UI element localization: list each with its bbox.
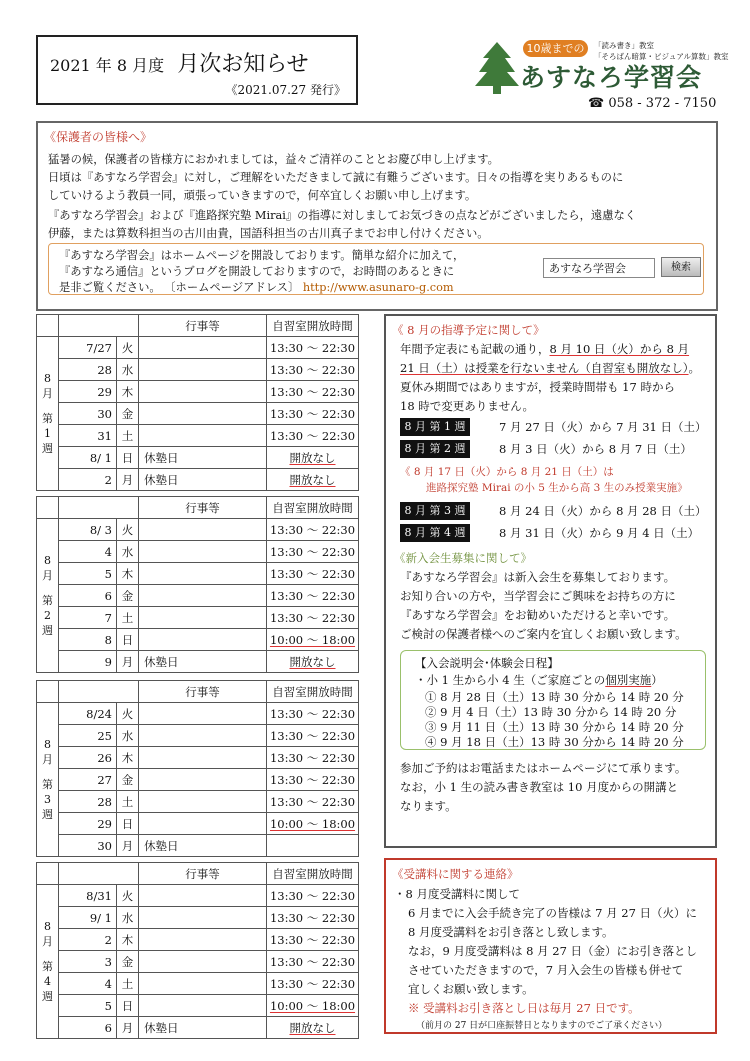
hours-value: 13:30 ～ 22:30 bbox=[269, 544, 356, 559]
week-range: 8 月 24 日（火）から 8 月 28 日（土） bbox=[499, 504, 707, 518]
hours-cell bbox=[267, 791, 359, 813]
day-cell: 火 bbox=[117, 519, 139, 541]
header-hours: 自習室開放時間 bbox=[267, 497, 359, 519]
date-cell: 28 bbox=[59, 359, 117, 381]
homepage-address-label: 是非ご覧ください。 〔ホームページアドレス〕 bbox=[59, 281, 300, 294]
week-range: 7 月 27 日（火）から 7 月 31 日（土） bbox=[499, 420, 707, 434]
week-label-char bbox=[37, 401, 58, 411]
week-label-char: 第 bbox=[42, 412, 53, 425]
date-cell: 4 bbox=[59, 541, 117, 563]
day-cell: 月 bbox=[117, 1017, 139, 1039]
table-row bbox=[37, 703, 359, 725]
august-note: 進路探究塾 Mirai の小 5 生から高 3 生のみ授業実施》 bbox=[426, 482, 688, 494]
week-label: 8 月 第 2 週 bbox=[400, 440, 470, 458]
hours-cell bbox=[267, 907, 359, 929]
homepage-line: 『あすなろ通信』というブログを開設しておりますので，お時間のあるときに bbox=[59, 265, 455, 278]
homepage-line: 『あすなろ学習会』はホームページを開設しております。簡単な紹介に加えて， bbox=[59, 249, 465, 262]
event-cell: 休塾日 bbox=[139, 1017, 267, 1039]
recruit-heading: 《新入会生募集に関して》 bbox=[394, 551, 532, 565]
hours-value: 13:30 ～ 22:30 bbox=[269, 932, 356, 947]
phone-number: ☎ 058 - 372 - 7150 bbox=[588, 96, 717, 111]
fees-box bbox=[384, 858, 717, 1034]
event-cell bbox=[139, 995, 267, 1017]
info-item: ① 8 月 28 日（土）13 時 30 分から 14 時 20 分 bbox=[425, 690, 684, 704]
date-cell: 8/24 bbox=[59, 703, 117, 725]
august-text: 。 bbox=[688, 361, 701, 375]
logo-badge: 10歳までの bbox=[523, 40, 588, 57]
table-row bbox=[37, 747, 359, 769]
event-cell bbox=[139, 519, 267, 541]
august-paragraph bbox=[400, 341, 689, 357]
date-cell: 4 bbox=[59, 973, 117, 995]
date-cell: 5 bbox=[59, 995, 117, 1017]
day-cell: 日 bbox=[117, 995, 139, 1017]
hours-cell bbox=[267, 747, 359, 769]
week-label-char: 週 bbox=[42, 990, 53, 1003]
hours-value: 開放なし bbox=[289, 1020, 336, 1035]
week-label-char: 月 bbox=[42, 753, 53, 766]
event-cell: 休塾日 bbox=[139, 835, 267, 857]
day-cell: 金 bbox=[117, 769, 139, 791]
day-cell: 金 bbox=[117, 951, 139, 973]
hours-value: 13:30 ～ 22:30 bbox=[269, 406, 356, 421]
date-cell: 8/31 bbox=[59, 885, 117, 907]
recruit-text: 『あすなろ学習会』をお勧めいただけると幸いです。 bbox=[400, 608, 676, 622]
greeting-line: していけるよう教員一同，頑張っていきますので，何卒宜しくお願い申し上げます。 bbox=[48, 189, 477, 202]
fees-text: ・8 月度受講料に関して bbox=[394, 887, 520, 901]
august-text: 夏休み期間ではありますが，授業時間帯も 17 時から bbox=[400, 380, 675, 394]
week-label bbox=[37, 519, 59, 673]
event-cell bbox=[139, 359, 267, 381]
greeting-heading: 《保護者の皆様へ》 bbox=[44, 130, 153, 144]
event-cell bbox=[139, 541, 267, 563]
august-paragraph bbox=[400, 360, 700, 376]
hours-value: 13:30 ～ 22:30 bbox=[269, 428, 356, 443]
week-label-char bbox=[37, 583, 58, 593]
search-button[interactable]: 検索 bbox=[661, 257, 701, 277]
day-cell: 金 bbox=[117, 585, 139, 607]
header-hours: 自習室開放時間 bbox=[267, 681, 359, 703]
table-row bbox=[37, 791, 359, 813]
event-cell bbox=[139, 929, 267, 951]
table-header-row bbox=[37, 497, 359, 519]
hours-value: 13:30 ～ 22:30 bbox=[269, 772, 356, 787]
hours-value: 13:30 ～ 22:30 bbox=[269, 522, 356, 537]
table-row bbox=[37, 651, 359, 673]
event-cell bbox=[139, 585, 267, 607]
table-row bbox=[37, 541, 359, 563]
date-cell: 5 bbox=[59, 563, 117, 585]
hours-cell bbox=[267, 1017, 359, 1039]
fees-text: なお，9 月度受講料は 8 月 27 日（金）にお引き落とし bbox=[408, 944, 698, 958]
event-cell bbox=[139, 907, 267, 929]
fees-text: 6 月までに入会手続き完了の皆様は 7 月 27 日（火）に bbox=[408, 906, 698, 920]
table-row bbox=[37, 1017, 359, 1039]
hours-cell bbox=[267, 929, 359, 951]
day-cell: 水 bbox=[117, 725, 139, 747]
week-schedule-table bbox=[36, 862, 359, 1039]
hours-value: 13:30 ～ 22:30 bbox=[269, 362, 356, 377]
date-cell: 7/27 bbox=[59, 337, 117, 359]
hours-value: 13:30 ～ 22:30 bbox=[269, 954, 356, 969]
table-row bbox=[37, 337, 359, 359]
date-cell: 31 bbox=[59, 425, 117, 447]
date-cell: 30 bbox=[59, 835, 117, 857]
homepage-line bbox=[59, 279, 454, 295]
event-cell: 休塾日 bbox=[139, 651, 267, 673]
day-cell: 水 bbox=[117, 907, 139, 929]
fees-text: 8 月度受講料をお引き落とし致します。 bbox=[408, 925, 614, 939]
hours-value: 13:30 ～ 22:30 bbox=[269, 340, 356, 355]
hours-value: 13:30 ～ 22:30 bbox=[269, 910, 356, 925]
day-cell: 土 bbox=[117, 425, 139, 447]
august-heading: 《 8 月の指導予定に関して》 bbox=[392, 323, 545, 337]
august-schedule-box bbox=[384, 314, 717, 848]
week-label-char: 8 bbox=[44, 372, 51, 385]
table-row bbox=[37, 469, 359, 491]
event-cell bbox=[139, 951, 267, 973]
august-text: 18 時で変更ありません。 bbox=[400, 399, 534, 413]
hours-cell bbox=[267, 629, 359, 651]
day-cell: 火 bbox=[117, 885, 139, 907]
hours-value: 13:30 ～ 22:30 bbox=[269, 588, 356, 603]
august-underlined-text: 21 日（土）は授業を行ないません（自習室も開放なし） bbox=[400, 361, 689, 375]
table-row bbox=[37, 813, 359, 835]
homepage-box bbox=[48, 243, 704, 295]
date-cell: 7 bbox=[59, 607, 117, 629]
header-hours: 自習室開放時間 bbox=[267, 315, 359, 337]
event-cell bbox=[139, 381, 267, 403]
event-cell bbox=[139, 791, 267, 813]
hours-cell bbox=[267, 447, 359, 469]
table-row bbox=[37, 447, 359, 469]
table-row bbox=[37, 359, 359, 381]
table-row bbox=[37, 995, 359, 1017]
table-row bbox=[37, 381, 359, 403]
day-cell: 土 bbox=[117, 607, 139, 629]
event-cell bbox=[139, 337, 267, 359]
week-label-char: 月 bbox=[42, 387, 53, 400]
table-row bbox=[37, 973, 359, 995]
logo-name: あすなろ学習会 bbox=[520, 63, 703, 92]
week-label-char bbox=[37, 949, 58, 959]
day-cell: 火 bbox=[117, 703, 139, 725]
hours-value: 開放なし bbox=[289, 654, 336, 669]
hours-value: 13:30 ～ 22:30 bbox=[269, 976, 356, 991]
event-cell bbox=[139, 563, 267, 585]
date-cell: 9/ 1 bbox=[59, 907, 117, 929]
week-label-char: 第 bbox=[42, 960, 53, 973]
greeting-line: 日頃は『あすなろ学習会』に対し，ご理解をいただきまして誠に有難うございます。日々の指導を実りあるものに bbox=[48, 171, 624, 184]
day-cell: 木 bbox=[117, 929, 139, 951]
hours-value: 10:00 ～ 18:00 bbox=[269, 998, 356, 1013]
hours-cell bbox=[267, 725, 359, 747]
week-label-char: 週 bbox=[42, 442, 53, 455]
hours-value: 13:30 ～ 22:30 bbox=[269, 794, 356, 809]
hours-cell bbox=[267, 425, 359, 447]
info-subtitle-text: ・小 1 生から小 4 生（ご家庭ごとの bbox=[415, 673, 606, 687]
week-label-char: 8 bbox=[44, 738, 51, 751]
hours-value: 13:30 ～ 22:30 bbox=[269, 706, 356, 721]
week-label: 8 月 第 1 週 bbox=[400, 418, 470, 436]
date-cell: 6 bbox=[59, 585, 117, 607]
hours-cell bbox=[267, 381, 359, 403]
hours-cell bbox=[267, 703, 359, 725]
day-cell: 月 bbox=[117, 835, 139, 857]
august-text: 年間予定表にも記載の通り， bbox=[400, 342, 550, 356]
day-cell: 木 bbox=[117, 381, 139, 403]
date-cell: 28 bbox=[59, 791, 117, 813]
hours-cell bbox=[267, 563, 359, 585]
info-subtitle-text: ） bbox=[651, 673, 663, 687]
table-row bbox=[37, 725, 359, 747]
hours-cell bbox=[267, 359, 359, 381]
table-row bbox=[37, 929, 359, 951]
recruit-text: なります。 bbox=[400, 799, 457, 813]
week-label bbox=[37, 703, 59, 857]
week-label-char: 月 bbox=[42, 569, 53, 582]
week-label-char: 1 bbox=[44, 427, 51, 440]
fees-heading: 《受講料に関する連絡》 bbox=[392, 867, 519, 881]
title-box bbox=[36, 35, 358, 105]
event-cell bbox=[139, 607, 267, 629]
date-cell: 8 bbox=[59, 629, 117, 651]
date-cell: 3 bbox=[59, 951, 117, 973]
hours-cell bbox=[267, 813, 359, 835]
fees-footnote: （前月の 27 日が口座振替日となりますのでご了承ください） bbox=[416, 1021, 668, 1031]
table-header-row bbox=[37, 863, 359, 885]
week-schedule-table bbox=[36, 496, 359, 673]
event-cell bbox=[139, 885, 267, 907]
page-title bbox=[50, 47, 309, 78]
event-cell: 休塾日 bbox=[139, 447, 267, 469]
week-label-char: 月 bbox=[42, 935, 53, 948]
day-cell: 木 bbox=[117, 747, 139, 769]
fees-text: 宜しくお願い致します。 bbox=[408, 982, 534, 996]
august-note: 《 8 月 17 日（火）から 8 月 21 日（土）は bbox=[400, 466, 614, 478]
day-cell: 土 bbox=[117, 973, 139, 995]
week-label-char: 8 bbox=[44, 920, 51, 933]
homepage-url-link[interactable]: http://www.asunaro-g.com bbox=[302, 281, 454, 294]
recruit-text: なお，小 1 生の読み書き教室は 10 月度からの開講と bbox=[400, 780, 679, 794]
hours-value: 13:30 ～ 22:30 bbox=[269, 566, 356, 581]
event-cell bbox=[139, 813, 267, 835]
event-cell: 休塾日 bbox=[139, 469, 267, 491]
hours-value: 10:00 ～ 18:00 bbox=[269, 816, 356, 831]
info-subtitle bbox=[415, 672, 663, 688]
table-row bbox=[37, 585, 359, 607]
table-row bbox=[37, 563, 359, 585]
event-cell bbox=[139, 703, 267, 725]
table-header-row bbox=[37, 315, 359, 337]
recruit-text: ご検討の保護者様へのご案内を宜しくお願い致します。 bbox=[400, 627, 687, 641]
day-cell: 月 bbox=[117, 469, 139, 491]
fees-notice: ※ 受講料お引き落とし日は毎月 27 日です。 bbox=[408, 1001, 640, 1015]
event-cell bbox=[139, 973, 267, 995]
event-cell bbox=[139, 769, 267, 791]
event-cell bbox=[139, 747, 267, 769]
fees-text: させていただきますので，7 月入会生の皆様も併せて bbox=[408, 963, 684, 977]
info-subtitle-underlined: 個別実施 bbox=[605, 673, 652, 687]
hours-cell bbox=[267, 885, 359, 907]
date-cell: 29 bbox=[59, 813, 117, 835]
day-cell: 月 bbox=[117, 651, 139, 673]
table-row bbox=[37, 607, 359, 629]
greeting-line: 伊藤，または算数科担当の古川由貴，国語科担当の古川真子までお申し付けください。 bbox=[48, 227, 489, 240]
day-cell: 日 bbox=[117, 813, 139, 835]
recruit-text: お知り合いの方や，当学習会にご興味をお持ちの方に bbox=[400, 589, 676, 603]
hours-cell bbox=[267, 337, 359, 359]
hours-value: 13:30 ～ 22:30 bbox=[269, 888, 356, 903]
date-cell: 25 bbox=[59, 725, 117, 747]
logo-subtitle-1: 「読み書き」教室 bbox=[594, 41, 654, 50]
hours-cell bbox=[267, 651, 359, 673]
week-label bbox=[37, 337, 59, 491]
header-event: 行事等 bbox=[139, 497, 267, 519]
info-session-box bbox=[400, 650, 706, 750]
search-input[interactable]: あすなろ学習会 bbox=[543, 258, 655, 278]
header-event: 行事等 bbox=[139, 315, 267, 337]
hours-value: 13:30 ～ 22:30 bbox=[269, 750, 356, 765]
week-schedule-table bbox=[36, 314, 359, 491]
hours-value: 10:00 ～ 18:00 bbox=[269, 632, 356, 647]
week-label-char: 4 bbox=[44, 975, 51, 988]
issue-date: 《2021.07.27 発行》 bbox=[225, 83, 346, 97]
event-cell bbox=[139, 425, 267, 447]
day-cell: 土 bbox=[117, 791, 139, 813]
info-item: ③ 9 月 11 日（土）13 時 30 分から 14 時 20 分 bbox=[425, 720, 684, 734]
hours-value: 開放なし bbox=[289, 472, 336, 487]
week-label: 8 月 第 4 週 bbox=[400, 524, 470, 542]
hours-cell bbox=[267, 403, 359, 425]
day-cell: 日 bbox=[117, 447, 139, 469]
table-row bbox=[37, 629, 359, 651]
week-label-char: 3 bbox=[44, 793, 51, 806]
date-cell: 26 bbox=[59, 747, 117, 769]
week-label-char: 第 bbox=[42, 778, 53, 791]
title-main: 月次お知らせ bbox=[177, 52, 309, 77]
hours-cell bbox=[267, 835, 359, 857]
hours-cell bbox=[267, 585, 359, 607]
hours-cell bbox=[267, 995, 359, 1017]
hours-cell bbox=[267, 519, 359, 541]
week-label bbox=[37, 885, 59, 1039]
table-row bbox=[37, 835, 359, 857]
day-cell: 火 bbox=[117, 337, 139, 359]
august-underlined-text: 8 月 10 日（火）から 8 月 bbox=[549, 342, 690, 356]
week-label-char bbox=[37, 767, 58, 777]
event-cell bbox=[139, 629, 267, 651]
date-cell: 27 bbox=[59, 769, 117, 791]
day-cell: 水 bbox=[117, 359, 139, 381]
day-cell: 日 bbox=[117, 629, 139, 651]
date-cell: 6 bbox=[59, 1017, 117, 1039]
date-cell: 29 bbox=[59, 381, 117, 403]
week-label-char: 週 bbox=[42, 808, 53, 821]
hours-value: 13:30 ～ 22:30 bbox=[269, 728, 356, 743]
table-row bbox=[37, 907, 359, 929]
week-label: 8 月 第 3 週 bbox=[400, 502, 470, 520]
info-item: ② 9 月 4 日（土）13 時 30 分から 14 時 20 分 bbox=[425, 705, 677, 719]
day-cell: 金 bbox=[117, 403, 139, 425]
tree-logo-icon bbox=[475, 42, 519, 94]
table-row bbox=[37, 769, 359, 791]
date-cell: 8/ 3 bbox=[59, 519, 117, 541]
date-cell: 2 bbox=[59, 469, 117, 491]
table-row bbox=[37, 885, 359, 907]
greeting-box bbox=[36, 121, 718, 311]
hours-value: 13:30 ～ 22:30 bbox=[269, 610, 356, 625]
date-cell: 30 bbox=[59, 403, 117, 425]
day-cell: 木 bbox=[117, 563, 139, 585]
logo-subtitle-2: 「そろばん暗算・ビジュアル算数」教室 bbox=[594, 52, 729, 61]
header-event: 行事等 bbox=[139, 863, 267, 885]
hours-cell bbox=[267, 951, 359, 973]
week-range: 8 月 3 日（火）から 8 月 7 日（土） bbox=[499, 442, 692, 456]
header-hours: 自習室開放時間 bbox=[267, 863, 359, 885]
hours-cell bbox=[267, 607, 359, 629]
week-label-char: 週 bbox=[42, 624, 53, 637]
event-cell bbox=[139, 725, 267, 747]
recruit-text: 『あすなろ学習会』は新入会生を募集しております。 bbox=[400, 570, 676, 584]
week-range: 8 月 31 日（火）から 9 月 4 日（土） bbox=[499, 526, 700, 540]
date-cell: 2 bbox=[59, 929, 117, 951]
hours-value: 13:30 ～ 22:30 bbox=[269, 384, 356, 399]
table-row bbox=[37, 403, 359, 425]
greeting-line: 『あすなろ学習会』および『進路探究塾 Mirai』の指導に対しましてお気づきの点などがございましたら，遠慮なく bbox=[48, 209, 637, 222]
week-label-char: 8 bbox=[44, 554, 51, 567]
hours-cell bbox=[267, 541, 359, 563]
day-cell: 水 bbox=[117, 541, 139, 563]
event-cell bbox=[139, 403, 267, 425]
table-row bbox=[37, 951, 359, 973]
date-cell: 8/ 1 bbox=[59, 447, 117, 469]
week-label-char: 第 bbox=[42, 594, 53, 607]
table-row bbox=[37, 425, 359, 447]
hours-cell bbox=[267, 469, 359, 491]
hours-cell bbox=[267, 973, 359, 995]
recruit-text: 参加ご予約はお電話またはホームページにて承ります。 bbox=[400, 761, 687, 775]
week-label-char: 2 bbox=[44, 609, 51, 622]
hours-value: 開放なし bbox=[289, 450, 336, 465]
header-event: 行事等 bbox=[139, 681, 267, 703]
date-cell: 9 bbox=[59, 651, 117, 673]
table-row bbox=[37, 519, 359, 541]
title-prefix: 2021 年 8 月度 bbox=[50, 56, 165, 75]
week-schedule-table bbox=[36, 680, 359, 857]
info-item: ④ 9 月 18 日（土）13 時 30 分から 14 時 20 分 bbox=[425, 735, 684, 749]
table-header-row bbox=[37, 681, 359, 703]
info-title: 【入会説明会･体験会日程】 bbox=[415, 656, 559, 670]
greeting-line: 猛暑の候，保護者の皆様方におかれましては，益々ご清祥のこととお慶び申し上げます。 bbox=[48, 153, 499, 166]
hours-cell bbox=[267, 769, 359, 791]
